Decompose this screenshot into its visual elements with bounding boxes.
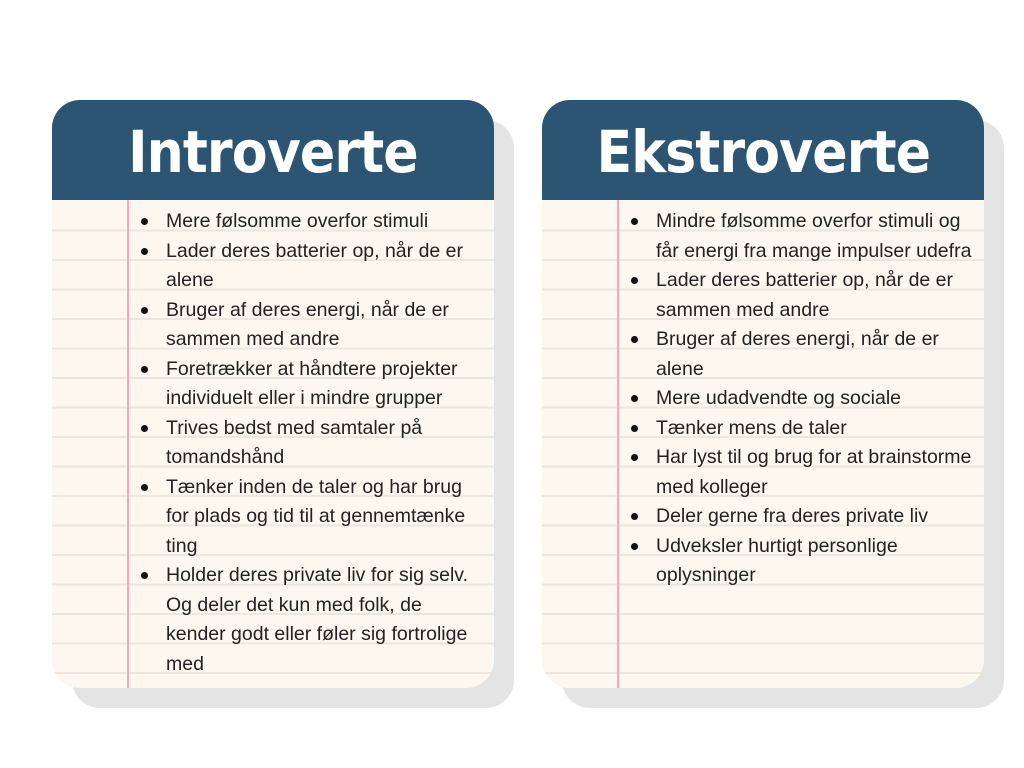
list-item-text: Mere udadvendte og sociale: [656, 387, 901, 409]
ekstroverte-header: [542, 100, 984, 200]
bullet-icon: [141, 425, 148, 432]
bullet-icon: [631, 454, 638, 461]
bullet-icon: [631, 543, 638, 550]
list-item: [629, 325, 974, 384]
list-item-text: Deler gerne fra deres private liv: [656, 505, 929, 527]
ekstroverte-list: [629, 207, 974, 591]
list-item-text: Tænker mens de taler: [656, 416, 847, 439]
list-item-text: Har lyst til og brug for at brainstorme med kolleger: [656, 446, 972, 498]
bullet-icon: [141, 366, 148, 373]
list-item-text: Bruger af deres energi, når de er sammen med andre: [166, 298, 449, 350]
list-item: [139, 561, 484, 679]
introverte-card: [52, 100, 494, 688]
ekstroverte-card: [542, 100, 984, 688]
list-item: [139, 473, 484, 562]
list-item-text: Bruger af deres energi, når de er alene: [656, 328, 939, 380]
introverte-title: Introverte: [128, 118, 418, 186]
bullet-icon: [141, 484, 148, 491]
list-item-text: Lader deres batterier op, når de er alene: [166, 239, 464, 291]
list-item: [139, 414, 484, 473]
list-item: [629, 266, 974, 325]
bullet-icon: [141, 248, 148, 255]
introverte-list: [139, 207, 484, 679]
list-item-text: Lader deres batterier op, når de er sammen med andre: [656, 269, 954, 321]
bullet-icon: [631, 336, 638, 343]
list-item: [629, 443, 974, 502]
list-item-text: Foretrækker at håndtere projekter individuelt eller i mindre grupper: [166, 357, 458, 409]
bullet-icon: [141, 572, 148, 579]
bullet-icon: [631, 218, 638, 225]
bullet-icon: [141, 307, 148, 314]
margin-line: [127, 200, 129, 688]
list-item: [629, 207, 974, 266]
list-item-text: Trives bedst med samtaler på tomandshånd: [166, 416, 423, 468]
list-item: [629, 414, 974, 444]
bullet-icon: [631, 277, 638, 284]
bullet-icon: [631, 513, 638, 520]
ekstroverte-title: Ekstroverte: [596, 118, 930, 186]
list-item-text: Mere følsomme overfor stimuli: [166, 210, 429, 232]
list-item: [139, 207, 484, 237]
list-item: [629, 384, 974, 414]
list-item-text: Tænker inden de taler og har brug for plads og tid til at gennemtænke ting: [166, 475, 466, 557]
list-item: [629, 532, 974, 591]
introverte-header: [52, 100, 494, 200]
list-item-text: Mindre følsomme overfor stimuli og får energi fra mange impulser udefra: [656, 210, 972, 262]
list-item: [629, 502, 974, 532]
list-item: [139, 296, 484, 355]
introverte-card-wrapper: [52, 100, 494, 688]
list-item-text: Holder deres private liv for sig selv. Og deler det kun med folk, de kender godt eller føler sig fortrolige med: [166, 564, 469, 675]
list-item-text: Udveksler hurtigt personlige oplysninger: [656, 534, 898, 586]
ekstroverte-card-wrapper: [542, 100, 984, 688]
bullet-icon: [631, 425, 638, 432]
bullet-icon: [631, 395, 638, 402]
margin-line: [617, 200, 619, 688]
bullet-icon: [141, 218, 148, 225]
list-item: [139, 237, 484, 296]
list-item: [139, 355, 484, 414]
